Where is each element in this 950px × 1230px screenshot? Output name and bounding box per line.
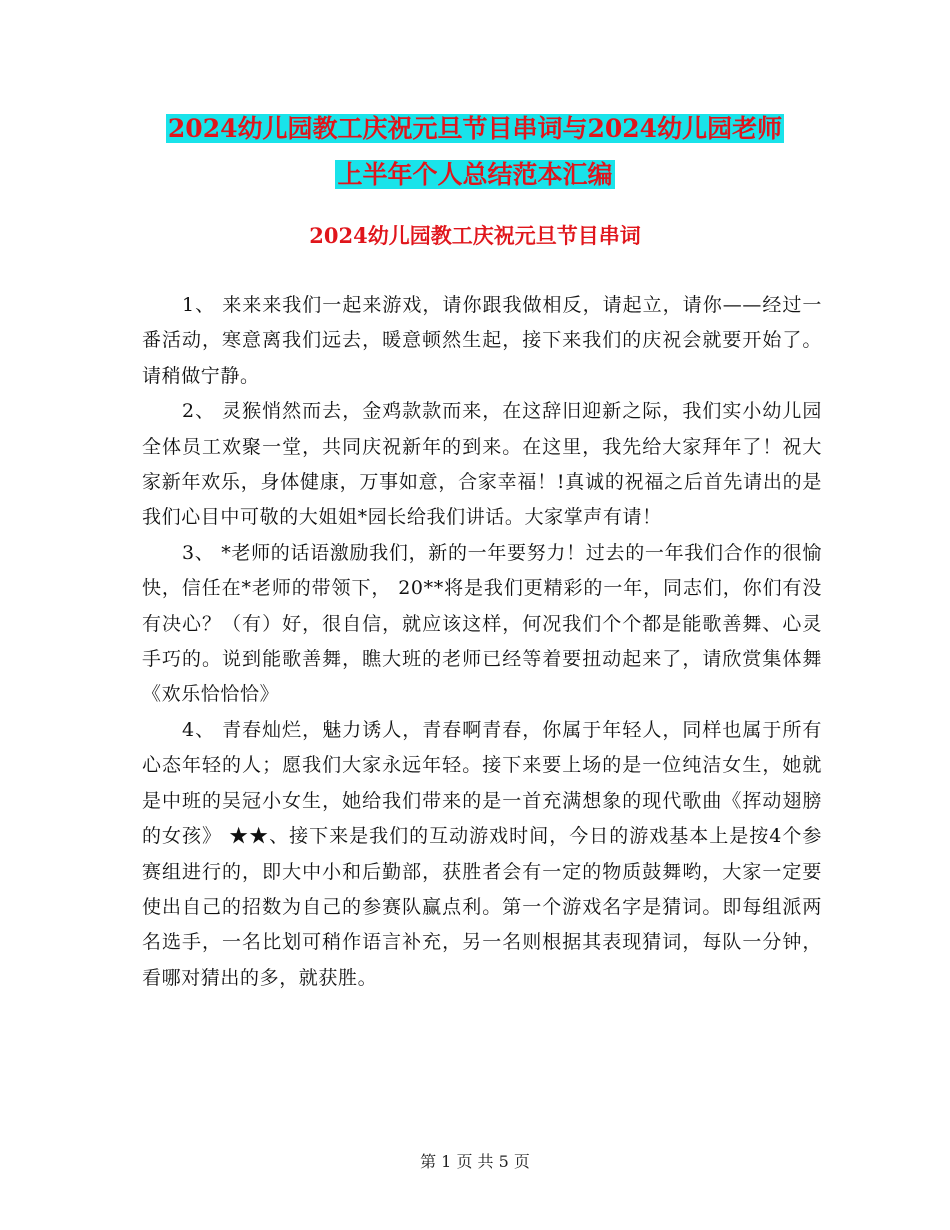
paragraph-4: 4、 青春灿烂，魅力诱人，青春啊青春，你属于年轻人，同样也属于所有心态年轻的人；愿我们大家永远年轻。接下来要上场的是一位纯洁女生，她就是中班的吴冠小女生，她给我们带来的是一首充满想象的现代歌曲《挥动翅膀的女孩》 ★★、接下来是我们的互动游戏时间，今日的游戏基本上是按4个参赛组进行的，即大中小和后勤部，获胜者会有一定的物质鼓舞哟，大家一定要使出自己的招数为自己的参赛队赢点利。第一个游戏名字是猜词。即每组派两名选手，一名比划可稍作语言补充，另一名则根据其表现猜词，每队一分钟，看哪对猜出的多，就获胜。 — [142, 718, 822, 989]
document-title-line-1 — [0, 106, 950, 152]
page-footer: 第 1 页 共 5 页 — [420, 1152, 530, 1171]
document-title-line-1-text: 2024幼儿园教工庆祝元旦节目串词与2024幼儿园老师 — [167, 114, 783, 143]
paragraph-1: 1、 来来来我们一起来游戏，请你跟我做相反，请起立，请你——经过一番活动，寒意离我们远去，暖意顿然生起，接下来我们的庆祝会就要开始了。请稍做宁静。 — [142, 294, 822, 387]
document-title-line-2 — [0, 152, 950, 198]
document-title-line-2-text: 上半年个人总结范本汇编 — [337, 160, 613, 189]
paragraph-3: 3、 *老师的话语激励我们，新的一年要努力！过去的一年我们合作的很愉快，信任在*老师的带领下， 20**将是我们更精彩的一年，同志们，你们有没有决心？（有）好，很自信，就应该这样，何况我们个个都是能歌善舞、心灵手巧的。说到能歌善舞，瞧大班的老师已经等着要扭动起来了，请欣赏集体舞《欢乐恰恰恰》 — [142, 541, 822, 706]
paragraph-2: 2、 灵猴悄然而去，金鸡款款而来，在这辞旧迎新之际，我们实小幼儿园全体员工欢聚一堂，共同庆祝新年的到来。在这里，我先给大家拜年了！祝大家新年欢乐，身体健康，万事如意，合家幸福！!真诚的祝福之后首先请出的是我们心目中可敬的大姐姐*园长给我们讲话。大家掌声有请！ — [142, 400, 822, 529]
document-body — [142, 288, 822, 996]
section-title: 2024幼儿园教工庆祝元旦节目串词 — [309, 223, 641, 248]
